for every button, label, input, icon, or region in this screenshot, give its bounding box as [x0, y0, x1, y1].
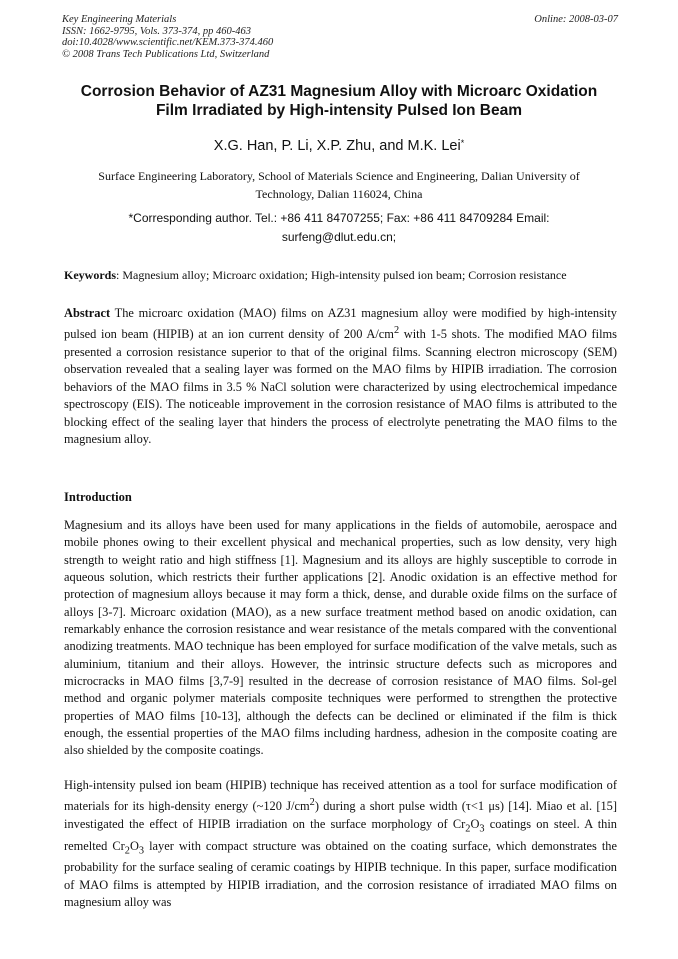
abstract-label: Abstract	[64, 306, 111, 320]
intro2-text-d: coatings on steel. A thin remelted Cr	[64, 816, 617, 853]
intro-paragraph-2	[64, 777, 617, 911]
intro2-text-e: O	[129, 838, 139, 853]
section-heading-introduction: Introduction	[64, 490, 132, 504]
intro2-text-c: O	[470, 816, 480, 831]
intro2-sub-1: 2	[465, 823, 471, 835]
keywords-text: : Magnesium alloy; Microarc oxidation; High-intensity pulsed ion beam; Corrosion resistance	[116, 268, 567, 282]
author-list	[50, 134, 628, 155]
corresponding-line-1: *Corresponding author. Tel.: +86 411 84707255; Fax: +86 411 84709284 Email:	[128, 211, 550, 225]
abstract-sup: 2	[393, 325, 400, 337]
paper-title	[50, 82, 628, 120]
affiliation	[78, 167, 600, 203]
title-line-1: Corrosion Behavior of AZ31 Magnesium Alloy with Microarc Oxidation	[80, 83, 598, 100]
doi-line: doi:10.4028/www.scientific.net/KEM.373-374.460	[62, 37, 274, 48]
intro2-sup: 2	[309, 797, 315, 809]
abstract-text-a: The microarc oxidation (MAO) films on AZ31 magnesium alloy were modified by high-intensity pulsed ion beam (HIPIB) at an ion current density of 200 A/cm	[64, 306, 617, 342]
affiliation-line-1: Surface Engineering Laboratory, School of Materials Science and Engineering, Dalian University of	[98, 169, 580, 183]
title-line-2: Film Irradiated by High-intensity Pulsed Ion Beam	[155, 102, 523, 119]
intro-paragraph-1: Magnesium and its alloys have been used for many applications in the fields of automobile, aerospace and mobile phones owing to their excellent physical and mechanical properties, such as low density, very high strength to weight ratio and high stiffness [1]. Magnesium and its alloys are highly susceptible to corrode in aqueous solution, which restricts their further applications [2]. Anodic oxidation is an effective method for protection of magnesium alloys because it may form a thick, dense, and durable oxide films on the surface of alloys [3-7]. Microarc oxidation (MAO), as a new surface treatment method based on anodic oxidation, can remarkably enhance the corrosion resistance and wear resistance of the metals compared with the conventional anodizing treatments. MAO technique has been employed for surface modification of the valve metals, such as aluminium, titanium and their alloys. However, the intrinsic structure defects such as micropores and microcracks in MAO films [3,7-9] resulted in the decrease of corrosion resistance of MAO films. Sol-gel method and organic polymer materials composite techniques were performed to strengthen the protective properties of MAO films [10-13], although the defects can be declined or eliminated if the film is thick enough, the essential properties of the MAO films including hardness, adhesion in the composite coating are also shielded by the composite coatings.	[64, 518, 617, 758]
abstract-text-b: with 1-5 shots. The modified MAO films presented a corrosion resistance superior to that of the original films. Scanning electron microscopy (SEM) observation revealed that a sealing layer was formed on the MAO films by HIPIB irradiation. The corrosion behaviors of the MAO films in 3.5 % NaCl solution were characterized by using electrochemical impedance spectroscopy (EIS). The noticeable improvement in the corrosion resistance of MAO films is attributed to the blocking effect of the sealing layer that hinders the process of electrolyte penetrating the MAO films to the magnesium alloy.	[64, 327, 618, 446]
corresponding-author	[78, 209, 600, 247]
corresponding-mark: *	[460, 138, 465, 148]
intro2-sub-3: 2	[124, 845, 130, 857]
intro2-sub-4: 3	[138, 845, 145, 857]
corresponding-email[interactable]: surfeng@dlut.edu.cn;	[281, 230, 397, 244]
abstract	[64, 305, 617, 448]
journal-name: Key Engineering Materials	[62, 14, 177, 25]
issn-line: ISSN: 1662-9795, Vols. 373-374, pp 460-463	[62, 25, 251, 37]
journal-header	[62, 14, 618, 60]
intro2-sub-2: 3	[479, 823, 485, 835]
intro2-text-f: layer with compact structure was obtained on the coating surface, which demonstrates the probability for the surface sealing of ceramic coatings by HIPIB technique. In this paper, surface modification of MAO films is attempted by HIPIB irradiation, and the corrosion resistance of irradiated MAO films on magnesium alloy was	[64, 838, 617, 910]
affiliation-line-2: Technology, Dalian 116024, China	[255, 187, 423, 201]
intro2-text-a: High-intensity pulsed ion beam (HIPIB) technique has received attention as a tool for surface modification of materials for its high-density energy (~120 J/cm	[64, 778, 617, 814]
keywords-label: Keywords	[64, 268, 116, 282]
authors-text: X.G. Han, P. Li, X.P. Zhu, and M.K. Lei	[213, 138, 461, 154]
online-date: Online: 2008-03-07	[534, 14, 618, 25]
intro2-text-b: ) during a short pulse width (τ<1 μs) [14]. Miao et al. [15] investigated the effect of HIPIB irradiation on the surface morphology of Cr	[64, 799, 617, 831]
copyright-line: © 2008 Trans Tech Publications Ltd, Switzerland	[62, 48, 270, 60]
keywords	[64, 267, 620, 283]
